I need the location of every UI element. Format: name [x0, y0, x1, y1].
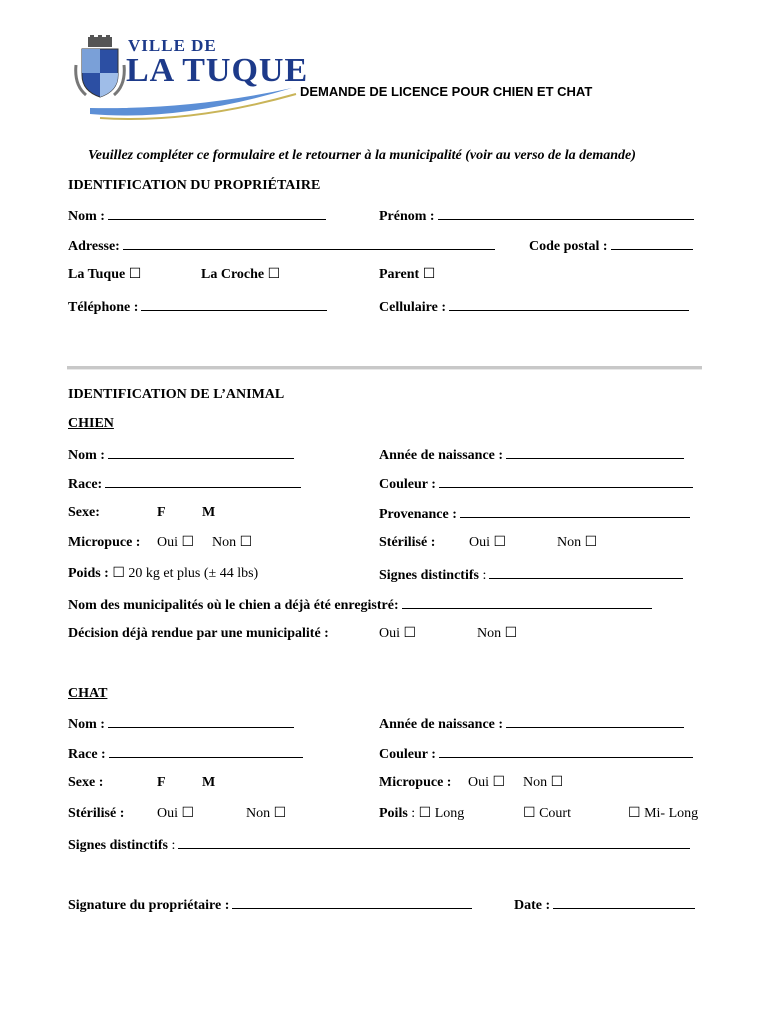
chat-race-label: Race : [68, 747, 106, 762]
la-tuque-checkbox[interactable]: ☐ [128, 267, 142, 282]
chien-nom-row [68, 446, 294, 464]
owner-codepostal-field[interactable] [611, 237, 693, 250]
signature-label: Signature du propriétaire : [68, 898, 230, 913]
logo [70, 30, 309, 120]
chat-nom-field[interactable] [108, 715, 294, 728]
chien-signes-field[interactable] [489, 566, 683, 579]
chien-provenance-row [379, 505, 690, 523]
logo-line2: LA TUQUE [126, 52, 309, 89]
chien-nom-label: Nom : [68, 448, 105, 463]
chien-race-field[interactable] [105, 475, 301, 488]
owner-la-croche[interactable] [201, 267, 280, 283]
chien-sterilise-label: Stérilisé : [379, 535, 436, 550]
chien-decision-label: Décision déjà rendue par une municipalité : [68, 626, 329, 641]
chien-provenance-label: Provenance : [379, 507, 457, 522]
chien-signes-row: Signes distinctifs : [379, 566, 683, 584]
chat-heading: CHAT [68, 686, 108, 701]
chat-poils-long[interactable]: ☐ Long [418, 806, 465, 821]
owner-la-tuque[interactable] [68, 267, 141, 283]
owner-nom-field[interactable] [108, 207, 326, 220]
owner-prenom-field[interactable] [438, 207, 694, 220]
owner-telephone-row [68, 298, 327, 316]
chien-couleur-field[interactable] [439, 475, 693, 488]
chien-sterilise-non[interactable]: Non ☐ [557, 535, 598, 550]
owner-cellulaire-row [379, 298, 689, 316]
la-tuque-label: La Tuque [68, 267, 126, 282]
date-label: Date : [514, 898, 551, 913]
owner-prenom-label: Prénom : [379, 209, 435, 224]
chat-sexe-f[interactable]: F [157, 775, 166, 790]
chien-sexe-m[interactable]: M [202, 505, 216, 520]
parent-label: Parent [379, 267, 420, 282]
chat-poils-mi-long[interactable]: ☐ Mi- Long [628, 806, 699, 821]
chat-couleur-field[interactable] [439, 745, 693, 758]
chien-poids-row[interactable] [68, 566, 258, 582]
chien-micropuce-non[interactable]: Non ☐ [212, 535, 253, 550]
chat-signes-field[interactable] [178, 836, 690, 849]
chien-decision-non[interactable]: Non ☐ [477, 626, 518, 641]
chien-poids-option: 20 kg et plus (± 44 lbs) [128, 566, 259, 581]
chien-annee-label: Année de naissance : [379, 448, 504, 463]
chat-annee-row [379, 715, 684, 733]
animal-heading: IDENTIFICATION DE L’ANIMAL [68, 387, 285, 402]
owner-heading: IDENTIFICATION DU PROPRIÉTAIRE [68, 178, 321, 193]
chien-annee-row [379, 446, 684, 464]
chien-micropuce-label: Micropuce : [68, 535, 141, 550]
date-field[interactable] [553, 896, 695, 909]
chat-micropuce-non[interactable]: Non ☐ [523, 775, 564, 790]
chat-couleur-label: Couleur : [379, 747, 436, 762]
chien-couleur-label: Couleur : [379, 477, 436, 492]
chien-signes-label: Signes distinctifs [379, 568, 479, 583]
date-row [514, 896, 695, 914]
owner-prenom-row [379, 207, 694, 225]
chat-annee-label: Année de naissance : [379, 717, 504, 732]
owner-telephone-label: Téléphone : [68, 300, 139, 315]
signature-field[interactable] [232, 896, 472, 909]
chien-heading: CHIEN [68, 416, 114, 431]
form-title: DEMANDE DE LICENCE POUR CHIEN ET CHAT [300, 84, 593, 99]
logo-swoosh-icon [70, 84, 300, 124]
chien-municipalites-field[interactable] [402, 596, 652, 609]
chat-couleur-row [379, 745, 693, 763]
owner-telephone-field[interactable] [141, 298, 327, 311]
chien-annee-field[interactable] [506, 446, 684, 459]
signature-row [68, 896, 472, 914]
intro-text: Veuillez compléter ce formulaire et le retourner à la municipalité (voir au verso de la demande) [88, 148, 636, 163]
chien-sexe-f[interactable]: F [157, 505, 166, 520]
logo-line1: VILLE DE [128, 36, 217, 55]
section-separator [67, 366, 702, 370]
chat-race-row [68, 745, 303, 763]
chat-signes-label: Signes distinctifs [68, 838, 168, 853]
owner-parent[interactable] [379, 267, 435, 283]
chat-sexe-m[interactable]: M [202, 775, 216, 790]
owner-cellulaire-field[interactable] [449, 298, 689, 311]
la-croche-checkbox[interactable]: ☐ [267, 267, 281, 282]
chien-poids-checkbox[interactable]: ☐ [112, 566, 125, 581]
chat-sterilise-non[interactable]: Non ☐ [246, 806, 287, 821]
chien-sterilise-oui[interactable]: Oui ☐ [469, 535, 507, 550]
chat-signes-row: Signes distinctifs : [68, 836, 690, 854]
owner-adresse-label: Adresse: [68, 239, 120, 254]
chien-poids-label: Poids : [68, 566, 109, 581]
owner-nom-row [68, 207, 326, 225]
parent-checkbox[interactable]: ☐ [422, 267, 436, 282]
chat-poils-row: Poils : ☐ Long [379, 806, 465, 821]
chat-sterilise-label: Stérilisé : [68, 806, 125, 821]
chat-annee-field[interactable] [506, 715, 684, 728]
chien-race-row [68, 475, 301, 493]
chien-race-label: Race: [68, 477, 103, 492]
chien-couleur-row [379, 475, 693, 493]
chat-nom-row [68, 715, 294, 733]
la-croche-label: La Croche [201, 267, 265, 282]
chat-sexe-label: Sexe : [68, 775, 104, 790]
owner-codepostal-row [529, 237, 693, 255]
chat-micropuce-oui[interactable]: Oui ☐ [468, 775, 506, 790]
chat-race-field[interactable] [109, 745, 303, 758]
chien-sexe-label: Sexe: [68, 505, 100, 520]
owner-cellulaire-label: Cellulaire : [379, 300, 447, 315]
chat-poils-court[interactable]: ☐ Court [523, 806, 571, 821]
chat-micropuce-label: Micropuce : [379, 775, 452, 790]
chat-poils-label: Poils [379, 806, 408, 821]
chien-provenance-field[interactable] [460, 505, 690, 518]
owner-adresse-row [68, 237, 495, 255]
owner-nom-label: Nom : [68, 209, 105, 224]
owner-adresse-field[interactable] [123, 237, 495, 250]
chien-nom-field[interactable] [108, 446, 294, 459]
owner-codepostal-label: Code postal : [529, 239, 608, 254]
chien-municipalites-row [68, 596, 652, 614]
chat-nom-label: Nom : [68, 717, 105, 732]
chat-sterilise-oui[interactable]: Oui ☐ [157, 806, 195, 821]
chien-municipalites-label: Nom des municipalités où le chien a déjà été enregistré: [68, 598, 399, 613]
chien-micropuce-oui[interactable]: Oui ☐ [157, 535, 195, 550]
chien-decision-oui[interactable]: Oui ☐ [379, 626, 417, 641]
